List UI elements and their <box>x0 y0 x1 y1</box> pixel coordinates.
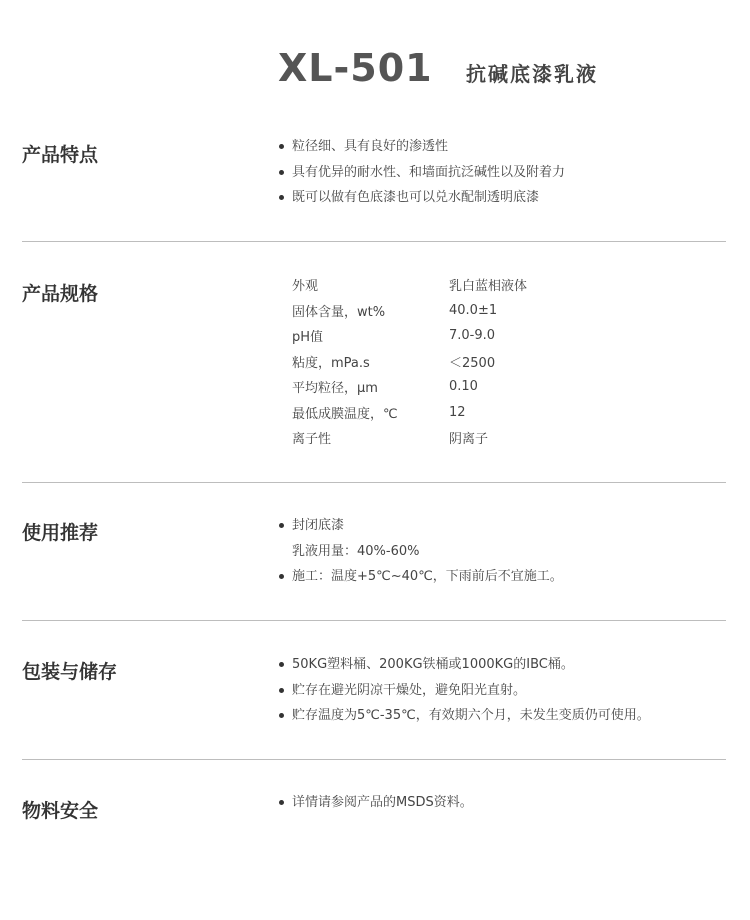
list-item: 既可以做有色底漆也可以兑水配制透明底漆 <box>278 185 565 211</box>
list-item: 乳液用量：40%-60% <box>292 543 420 559</box>
table-row <box>292 323 527 349</box>
spec-label: 外观 <box>292 279 319 295</box>
spec-label: pH值 <box>292 330 324 346</box>
storage-list <box>278 652 650 729</box>
section-divider <box>22 482 726 483</box>
list-item: 粒径细、具有良好的渗透性 <box>278 134 565 160</box>
spec-value: 乳白蓝相液体 <box>449 279 528 295</box>
spec-label: 固体含量，wt% <box>292 304 386 320</box>
spec-label: 平均粒径，μm <box>292 381 378 397</box>
list-item: 贮存在避光阴凉干燥处，避免阳光直射。 <box>278 678 650 704</box>
spec-label: 离子性 <box>292 432 332 448</box>
product-name: 抗碱底漆乳液 <box>466 62 598 86</box>
product-code: XL-501 <box>278 46 433 90</box>
section-divider <box>22 241 726 242</box>
section-divider <box>22 620 726 621</box>
list-item: 具有优异的耐水性、和墙面抗泛碱性以及附着力 <box>278 160 565 186</box>
specs-heading: 产品规格 <box>22 283 99 305</box>
storage-heading: 包装与储存 <box>22 661 118 683</box>
list-item: 贮存温度为5℃-35℃，有效期六个月，未发生变质仍可使用。 <box>278 703 650 729</box>
safety-heading: 物料安全 <box>22 800 99 822</box>
list-item: 施工：温度+5℃~40℃，下雨前后不宜施工。 <box>278 564 563 590</box>
table-row <box>292 298 527 324</box>
list-item: 50KG塑料桶、200KG铁桶或1000KG的IBC桶。 <box>278 652 650 678</box>
table-row <box>292 400 527 426</box>
spec-value: 12 <box>449 404 466 420</box>
table-row <box>292 272 527 298</box>
table-row <box>292 374 527 400</box>
list-item: 封闭底漆 <box>278 513 563 539</box>
table-row <box>292 349 527 375</box>
spec-value: 40.0±1 <box>449 302 498 318</box>
spec-label: 最低成膜温度，℃ <box>292 406 398 422</box>
table-row <box>292 425 527 451</box>
spec-value: 0.10 <box>449 379 478 395</box>
spec-value: 7.0-9.0 <box>449 328 496 344</box>
usage-heading: 使用推荐 <box>22 522 99 544</box>
usage-list <box>278 513 563 590</box>
safety-list <box>278 790 473 816</box>
features-list <box>278 134 565 211</box>
spec-value: 阴离子 <box>449 432 489 448</box>
specs-table <box>292 272 527 451</box>
spec-value: ＜2500 <box>449 355 496 371</box>
list-item: 详情请参阅产品的MSDS资料。 <box>278 790 473 816</box>
spec-label: 粘度，mPa.s <box>292 355 370 371</box>
section-divider <box>22 759 726 760</box>
features-heading: 产品特点 <box>22 144 99 166</box>
